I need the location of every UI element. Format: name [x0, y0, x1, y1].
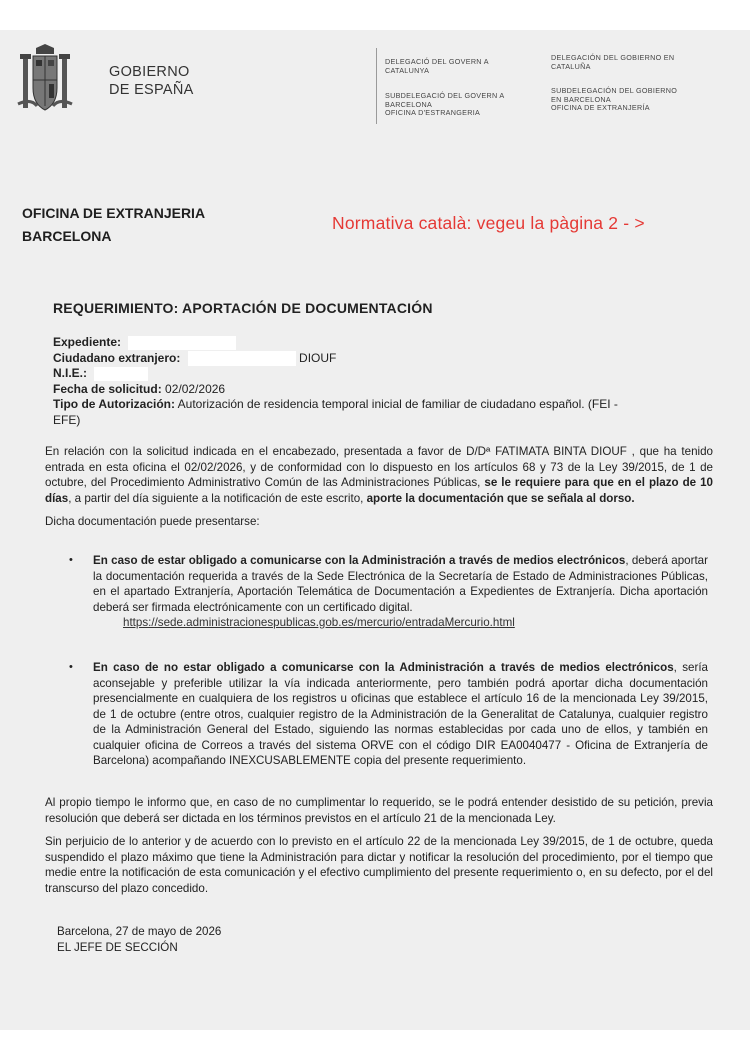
nie-label: N.I.E.:	[53, 366, 88, 381]
sede-link[interactable]: https://sede.administracionespublicas.gob.es/mercurio/entradaMercurio.html	[123, 616, 515, 629]
case-fields	[53, 335, 713, 429]
body-closing	[45, 795, 713, 896]
signature-block	[57, 924, 221, 955]
office-name	[22, 202, 205, 248]
field-fecha	[53, 382, 713, 398]
header-col-left-bottom: SUBDELEGACIÓ DEL GOVERN A BARCELONA OFICINA D'ESTRANGERIA	[385, 91, 505, 118]
p1-text-a: En relación con la solicitud indicada en el encabezado, presentada a favor de D/Dª FATIMATA BINTA DIOUF	[45, 445, 627, 458]
office-line-1: OFICINA DE EXTRANJERIA	[22, 205, 206, 221]
redaction-box	[128, 336, 236, 350]
coat-of-arms-icon	[17, 44, 73, 116]
field-nie	[53, 366, 713, 382]
paragraph-request	[45, 444, 713, 506]
paragraph-suspension: Sin perjuicio de lo anterior y de acuerdo con lo previsto en el artículo 22 de la mencionada Ley 39/2015, de 1 de octubre, queda suspendido el plazo máximo que tiene la Administración para dictar y notificar la resolución del procedimiento, por el tiempo que medie entre la notificación de esta comunicación y el efectivo cumplimiento del presente requerimiento o, en su defecto, por el del transcurso del plazo concedido.	[45, 835, 713, 895]
expediente-label: Expediente:	[53, 335, 122, 349]
gov-line-1: GOBIERNO	[109, 64, 190, 80]
page-title: REQUERIMIENTO: APORTACIÓN DE DOCUMENTACIÓN	[53, 300, 433, 316]
bullet-icon: •	[69, 661, 73, 673]
field-expediente	[53, 335, 713, 351]
ciudadano-value: DIOUF	[299, 350, 337, 365]
b1-bold: En caso de estar obligado a comunicarse con la Administración a través de medios electrónicos	[93, 554, 626, 567]
tipo-label: Tipo de Autorización:	[53, 397, 175, 412]
government-name	[109, 63, 194, 99]
fecha-label: Fecha de solicitud:	[53, 381, 162, 396]
b2-bold: En caso de no estar obligado a comunicarse con la Administración a través de medios electrónicos	[93, 661, 674, 674]
gov-line-2: DE ESPAÑA	[109, 82, 194, 98]
redaction-box	[188, 351, 296, 366]
header-col-left-top: DELEGACIÓ DEL GOVERN A CATALUNYA	[385, 57, 489, 75]
p1-bold-docs: aporte la documentación que se señala al dorso.	[366, 491, 635, 505]
office-line-2: BARCELONA	[22, 228, 112, 244]
tipo-value-cont: EFE)	[53, 412, 81, 427]
field-tipo-cont	[53, 413, 713, 429]
header-col-right-bottom: SUBDELEGACIÓN DEL GOBIERNO EN BARCELONA OFICINA DE EXTRANJERÍA	[551, 86, 678, 113]
tipo-value: Autorización de residencia temporal inicial de familiar de ciudadano español. (FEI -	[177, 397, 618, 412]
fecha-value: 02/02/2026	[165, 381, 226, 396]
b1-text: , deberá aportar la documentación requerida a través de la Sede Electrónica de la Secretaría de Estado de Administraciones Públicas, en el apartado Extranjería, Aportación Telemática de Documentación a Expedientes de Extranjería. Dicha aportación deberá ser firmada electrónicamente con un certificado digital.	[93, 554, 708, 614]
p1-text-c: , a partir del día siguiente a la notificación de este escrito,	[68, 491, 367, 505]
signer-title: EL JEFE DE SECCIÓN	[57, 940, 178, 954]
redaction-box	[94, 367, 148, 381]
header-col-right-top: DELEGACIÓN DEL GOBIERNO EN CATALUÑA	[551, 53, 675, 71]
body-intro	[45, 444, 713, 530]
ciudadano-label: Ciudadano extranjero:	[53, 350, 181, 365]
bullet-icon: •	[69, 554, 73, 566]
paragraph-desist: Al propio tiempo le informo que, en caso de no cumplimentar lo requerido, se le podrá entender desistido de su petición, previa resolución que deberá ser dictada en los términos previstos en el artículo 21 de la mencionada Ley.	[45, 796, 713, 825]
header-divider	[376, 48, 377, 124]
catalan-notice: Normativa català: vegeu la pàgina 2 - >	[332, 213, 645, 233]
list-item	[69, 553, 708, 631]
place-date: Barcelona, 27 de mayo de 2026	[57, 925, 222, 938]
document-page	[0, 30, 750, 1030]
field-tipo	[53, 397, 713, 413]
field-ciudadano	[53, 351, 713, 367]
paragraph-presentation: Dicha documentación puede presentarse:	[45, 515, 260, 528]
p1-text-b: , que ha tenido entrada en esta oficina el 02/02/2026, y de conformidad con lo dispuesto en los artículos 68 y 73 de la Ley 39/2015, de 1 de octubre, del Procedimiento Administrativo Común de las Administraciones Públicas,	[45, 445, 713, 489]
p1-bold-deadline: se le requiere para que en el plazo de 10 días	[45, 476, 713, 505]
b2-text: , sería aconsejable y preferible utilizar la vía indicada anteriormente, pero también podrá aportar dicha documentación presencialmente en cualquiera de los registros u oficinas que establece el artículo 16 de la mencionada Ley 39/2015, de 1 de octubre (entre otros, cualquier registro de la Administración de la Generalitat de Catalunya, cualquier registro de la Administración General del Estado, siguiendo las normas establecidas por cada uno de ellos, y también en cualquier oficina de Correos a través del sistema ORVE con el código DIR EA0040477 - Oficina de Extranjería de Barcelona) acompañando INEXCUSABLEMENTE copia del presente requerimiento.	[93, 661, 708, 767]
list-item	[69, 660, 708, 769]
